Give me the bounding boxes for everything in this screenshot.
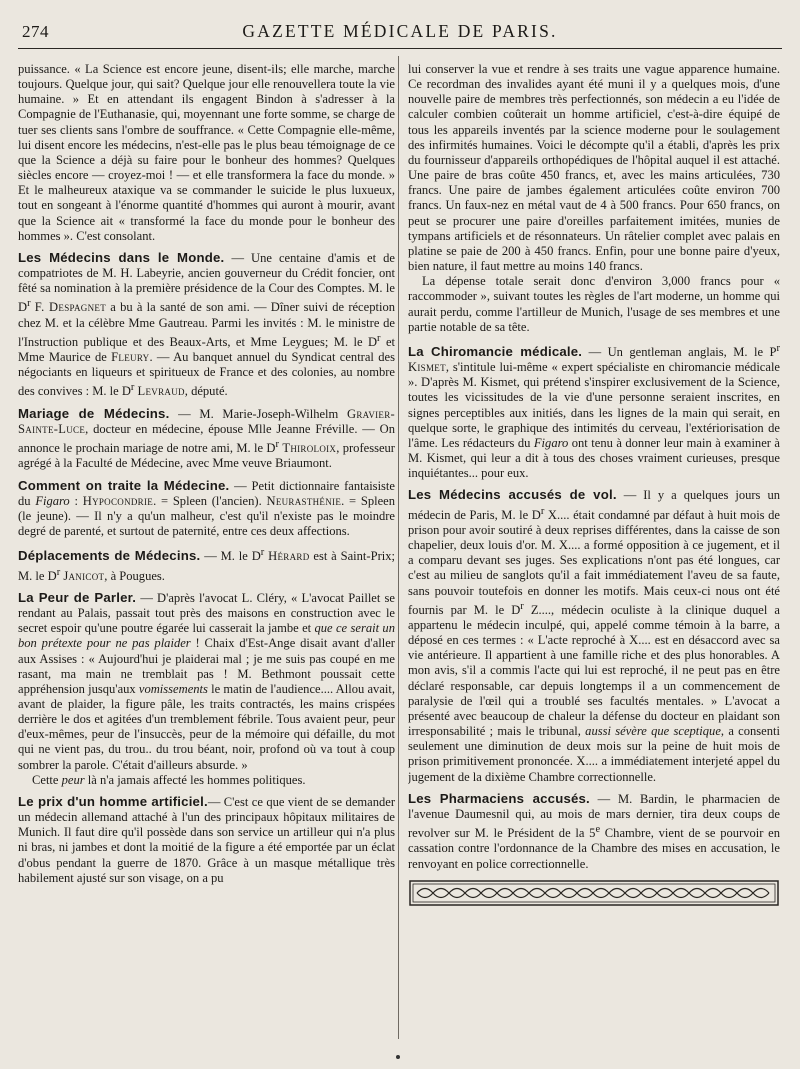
article-heading: La Chiromancie médicale.: [408, 343, 583, 359]
article-heading: Les Médecins accusés de vol.: [408, 487, 617, 503]
column-divider: [398, 56, 399, 1039]
article-paragraph: La dépense totale serait donc d'environ 3,000 francs pour « raccommoder », suivant toutes les règles de l'art moderne, un homme qui aurait perdu, comme l'artilleur de Munich, l'usage de ses membres et une partie notable de sa tête.: [408, 274, 780, 334]
right-column: [408, 62, 780, 1047]
page-number: 274: [22, 22, 49, 41]
person-name: F. Despagnet: [34, 300, 106, 315]
article-heading: Déplacements de Médecins.: [18, 548, 201, 564]
person-name: Kismet: [408, 360, 446, 375]
left-column: [18, 62, 395, 1047]
article-comment: [18, 478, 395, 540]
article-heading: Mariage de Médecins.: [18, 405, 170, 421]
article-mariage: [18, 406, 395, 472]
article-paragraph: lui conserver la vue et rendre à ses traits une vague apparence humaine. Ce recordman des invalides ayant été muni il y a quelques mois, d'une nouvelle paire de membres très perfectionnés, son médecin a eu l'idée de calculer combien coûterait un homme artificiel, c'est-à-dire équipé de tous les appareils inventés par la science moderne pour le soulagement des infirmités humaines. Voici le décompte qu'il a établi, d'après les prix du fournisseur d'appareils orthopédiques de l'hôpital auquel il est attaché. Une paire de bras coûte 450 francs, et, avec les mains articulées, 730 francs. Une paire de jambes également articulées coûte environ 700 francs. Un faux-nez en métal vaut de 4 à 500 francs. Pour 650 francs, on peut se procurer une paire d'oreilles parfaitement imitées, munies de tympans artificiels et de résonnateurs. Un râtelier complet avec palais en platine se paie de 200 à 450 francs. Enfin, pour une bonne paire d'yeux, bien nature, il faut mettre au moins 140 francs.: [408, 62, 780, 274]
article-chiromancie: [408, 341, 780, 482]
ornamental-border-icon: [409, 880, 779, 906]
article-paragraph: Déplacements de Médecins. — M. le $D^r$ Hérard est à Saint-Prix; M. le $D^r$ Janicot, à Pougues.: [18, 547, 395, 583]
article-paragraph: Les Médecins dans le Monde. — Une centaine d'amis et de compatriotes de M. H. Labeyrie, ancien gouverneur du Crédit foncier, ont fêté sa nomination à la première présidence de la Cour des Comptes. M. le $D^r$ F. Despagnet a bu à la santé de son ami. — Dîner suivi de réception chez M. et la célèbre Mme Gautreau. Parmi les invités : M. le ministre de l'Instruction publique et des Beaux-Arts, et Mme Leygues; M. le $D^r$ et Mme Maurice de Fleury. — Au banquet annuel du Syndicat central des négociants en liqueurs et spiritueux de France et des colonies, au nombre des convives : M. le $D^r$ Levraud, député.: [18, 249, 395, 399]
article-accuses-vol: [408, 487, 780, 784]
page-header: [18, 18, 782, 46]
article-deplacements: [18, 545, 395, 584]
article-peur: [18, 590, 395, 788]
article-medecins-monde: [18, 250, 395, 400]
header-rule: [18, 48, 782, 49]
article-paragraph: Les Pharmaciens accusés. — M. Bardin, le pharmacien de l'avenue Daumesnil qui, au mois de mars dernier, tira deux coups de revolver sur M. le Président de la 5e Chambre, vient de se pourvoir en cassation contre l'ordonnance de la Chambre des mises en accusation, le renvoyant en police correctionnelle.: [408, 790, 780, 871]
article-pharmaciens: [408, 791, 780, 872]
person-name: Janicot: [63, 568, 105, 583]
person-name: Fleury: [111, 350, 150, 365]
article-paragraph: La Chiromancie médicale. — Un gentleman anglais, M. le $P^r$ Kismet, s'intitule lui-même « expert spécialiste en chiromancie médicale ». D'après M. Kismet, qui prétend s'inspirer exclusivement de la Science, toutes les vicissitudes de la vie d'une personne seraient inscrites, en signes perceptibles aux initiés, dans les lignes de la main qui serait, en quelque sorte, le graphique des intimités du cerveau, l'extériorisation de l'âme. Les rédacteurs du Figaro ont tenu à donner leur main à examiner à M. Kismet, qui leur a dit à tous des choses vraiment curieuses, presque inquiétantes... pour eux.: [408, 342, 780, 481]
article-prix-homme: [18, 794, 395, 886]
journal-title: GAZETTE MÉDICALE DE PARIS.: [242, 21, 558, 41]
article-continued-intro: [18, 62, 395, 244]
article-paragraph: Comment on traite la Médecine. — Petit dictionnaire fantaisiste du Figaro : Hypocondrie. = Spleen (l'ancien). Neurasthénie. = Spleen (le jeune). — Il n'y a qu'un malheur, c'est qu'il n'existe pas le moindre degré de parenté, et surtout de paternité, entre ces deux affections.: [18, 477, 395, 539]
article-paragraph: Mariage de Médecins. — M. Marie-Joseph-Wilhelm Gravier-Sainte-Luce, docteur en médecine, épouse Mlle Jeanne Fréville. — On annonce le prochain mariage de notre ami, M. le $D^r$ Thiroloix, professeur agrégé à la Faculté de Médecine, avec Mme veuve Briaumont.: [18, 405, 395, 471]
person-name: Levraud: [137, 384, 185, 399]
person-name: Hérard: [268, 549, 310, 564]
person-name: Gravier-Sainte-Luce: [18, 406, 395, 436]
article-heading: Comment on traite la Médecine.: [18, 477, 230, 493]
article-heading: Les Pharmaciens accusés.: [408, 790, 590, 806]
article-heading: Le prix d'un homme artificiel.: [18, 793, 208, 809]
article-paragraph: Cette peur là n'a jamais affecté les hommes politiques.: [32, 772, 306, 787]
person-name: Thiroloix: [282, 441, 337, 456]
page-dot: [396, 1055, 400, 1059]
article-heading: La Peur de Parler.: [18, 589, 137, 605]
article-paragraph: La Peur de Parler. — D'après l'avocat L. Cléry, « L'avocat Paillet se rendant au Palais, passait tout près des maisons en construction avec le secret espoir qu'une poutre égarée lui casserait la jambe et que ce serait un bon prétexte pour ne pas plaider ! Chaix d'Est-Ange disait avant d'aller aux Assises : « Aujourd'hui je plaiderai mal ; je me suis pas coupé en me rasant, ma main ne tremblait pas ! M. Bethmont poussait cette appréhension jusqu'aux vomissements le matin de l'audience.... Allou avait, avant de plaider, la figure pâle, les traits contractés, les mains crispées derrière le dos et agitées d'un tremblement fébrile. Tous avaient peur, peur d'eux-mêmes, peur de l'insuccès, peur de la mémoire qui défaille, du mot qui ne vient pas, du trou.. du trou béant, noir, profond où va tout à coup sombrer la parole. C'était d'ailleurs absurde. »: [18, 589, 395, 772]
article-paragraph: Les Médecins accusés de vol. — Il y a quelques jours un médecin de Paris, M. le $D^r$ X.... était condamné par défaut à huit mois de prison pour avoir soutiré à deux reprises différentes, dans la caisse de son chapelier, deux louis d'or. M. X.... a formé opposition à ce jugement, et il a comparu devant ses juges. Ses explications n'ont pas été longues, car c'est au milieu de sanglots qu'il a fait immédiatement l'aveu de sa faute, sans pouvoir toutefois en donner les motifs. Mais ceux-ci nous ont été fournis par M. le $D^r$ Z...., médecin oculiste à la clinique duquel a appartenu le médecin inculpé, qui, appelé comme témoin à la barre, a déposé en ces termes : « L'acte reproché à X.... est en désaccord avec sa vie antérieure. Il appartient à une famille riche et des plus honorables. A mon avis, s'il a commis l'acte qui lui est reproché, il ne peut pas en être déclaré responsable, car depuis longtemps il a un commencement de paralysie de l'œil qui a troublé ses facultés mentales. » L'avocat a présenté avec beaucoup de chaleur la défense du docteur en plaidant son irresponsabilité ; mais le tribunal, aussi sévère que sceptique, a consenti seulement une diminution de deux mois sur la peine de huit mois de prison primitivement prononcée. X.... a immédiatement interjeté appel du jugement de la dixième Chambre correctionnelle.: [408, 487, 780, 784]
article-paragraph: Le prix d'un homme artificiel.— C'est ce que vient de se demander un médecin allemand attaché à l'un des principaux hôpitaux militaires de Munich. Il faut dire qu'il possède dans son service un artilleur qui n'a plus ni bras, ni jambes et dont la moitié de la figure a été emportée par un éclat d'obus pendant la guerre de 1870. Grâce à un masque métallique très habilement ajusté sur son visage, on a pu: [18, 793, 395, 885]
intro-paragraph: puissance. « La Science est encore jeune, disent-ils; elle marche, marche toujours. Quelque jour, qui sait? Quelque jour elle renouvellera toute la vie humaine. » Et en attendant ils engagent Bindon à s'adresser à la Compagnie de l'Euthanasie, qui, moyennant une forte somme, se charge de tuer ses clients sans l'ombre de souffrance. « Cette Compagnie elle-même, lui disent encore les médecins, n'est-elle pas le plus beau témoignage de ce que la Science a déjà su faire pour le bonheur des hommes? Quelques siècles encore — croyez-moi ! — et elle transformera la face du monde. » Et le malheureux ataxique va se commander le suicide le plus luxueux, tout en songeant à l'énorme quantité d'hommes qui auront à mourir, avant que la Science ait « transformé la face du monde pour le bonheur des hommes ». C'est consolant.: [18, 62, 395, 243]
article-prix-homme-continued: [408, 62, 780, 335]
article-heading: Les Médecins dans le Monde.: [18, 249, 225, 265]
